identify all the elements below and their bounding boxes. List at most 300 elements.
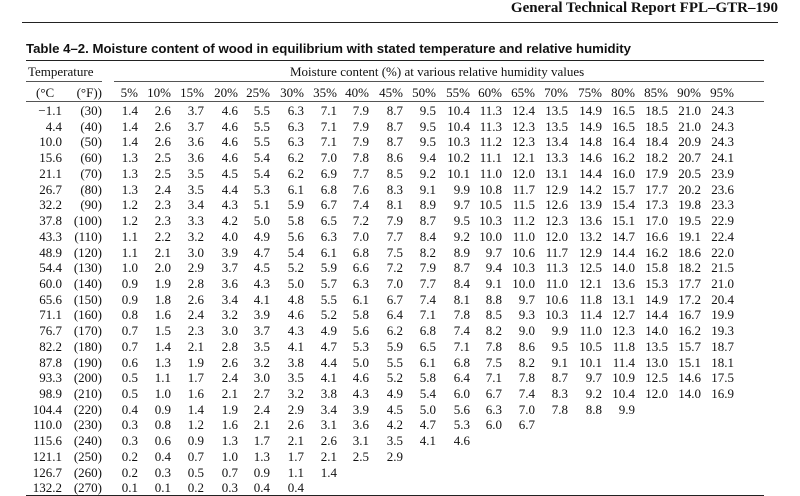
moisture-cell: 5.1 xyxy=(253,197,270,213)
moisture-cell: 16.2 xyxy=(612,150,635,166)
temp-fahrenheit-cell: (30) xyxy=(80,103,102,118)
moisture-cell: 1.4 xyxy=(121,134,138,150)
moisture-cell: 1.9 xyxy=(221,401,238,417)
moisture-cell: 1.1 xyxy=(121,244,138,260)
moisture-cell: 23.6 xyxy=(711,181,734,197)
moisture-cell: 0.7 xyxy=(121,338,138,354)
moisture-cell: 8.7 xyxy=(386,118,403,134)
moisture-cell: 14.6 xyxy=(579,150,602,166)
moisture-cell: 11.4 xyxy=(612,354,635,370)
moisture-cell: 1.2 xyxy=(187,417,204,433)
moisture-cell: 6.2 xyxy=(287,165,304,181)
moisture-cell: 5.4 xyxy=(419,386,436,401)
moisture-cell: 15.7 xyxy=(678,338,701,354)
moisture-cell: 5.0 xyxy=(352,354,369,370)
moisture-cell: 14.9 xyxy=(579,103,602,118)
moisture-cell: 18.5 xyxy=(645,103,668,118)
rh-column-header: 85% xyxy=(644,85,668,100)
moisture-cell: 7.2 xyxy=(352,213,369,228)
temp-celsius-cell: 132.2 xyxy=(32,480,62,496)
moisture-cell: 7.0 xyxy=(386,275,403,291)
moisture-cell: 19.3 xyxy=(711,323,734,339)
moisture-cell: 9.2 xyxy=(585,386,602,401)
moisture-cell: 6.3 xyxy=(287,134,304,150)
moisture-cell: 9.1 xyxy=(551,354,568,370)
moisture-cell: 0.6 xyxy=(154,433,171,449)
moisture-cell: 7.4 xyxy=(352,197,369,213)
rh-column-header: 25% xyxy=(246,85,270,100)
moisture-cell: 0.9 xyxy=(154,401,171,417)
moisture-cell: 21.0 xyxy=(678,118,701,134)
moisture-cell: 4.3 xyxy=(221,197,238,213)
moisture-cell: 9.5 xyxy=(453,213,470,228)
moisture-cell: 4.9 xyxy=(320,323,337,339)
moisture-cell: 6.8 xyxy=(419,323,436,339)
moisture-cell: 9.2 xyxy=(419,165,436,181)
column-header-rule xyxy=(26,101,764,102)
moisture-cell: 5.0 xyxy=(419,401,436,417)
unit-celsius-label: (°C xyxy=(36,85,55,100)
moisture-cell: 3.0 xyxy=(253,370,270,386)
moisture-cell: 7.8 xyxy=(352,150,369,166)
moisture-cell: 7.4 xyxy=(453,323,470,339)
moisture-cell: 6.7 xyxy=(386,291,403,307)
moisture-cell: 0.3 xyxy=(221,480,238,496)
moisture-cell: 3.6 xyxy=(187,150,204,166)
moisture-cell: 1.9 xyxy=(154,275,171,291)
moisture-cell: 1.3 xyxy=(121,150,138,166)
moisture-cell: 9.4 xyxy=(419,150,436,166)
moisture-cell: 2.4 xyxy=(154,181,171,197)
moisture-cell: 13.6 xyxy=(579,213,602,228)
moisture-cell: 3.7 xyxy=(187,103,204,118)
moisture-cell: 10.3 xyxy=(447,134,470,150)
moisture-cell: 7.4 xyxy=(419,291,436,307)
moisture-cell: 4.5 xyxy=(221,165,238,181)
moisture-cell: 8.4 xyxy=(453,275,470,291)
moisture-cell: 10.1 xyxy=(579,354,602,370)
report-header: General Technical Report FPL–GTR–190 xyxy=(510,0,778,16)
moisture-cell: 1.2 xyxy=(121,213,138,228)
temp-celsius-cell: 65.6 xyxy=(39,291,62,307)
moisture-cell: 24.3 xyxy=(711,118,734,134)
table-top-rule xyxy=(26,60,764,61)
temp-celsius-cell: 54.4 xyxy=(39,260,62,276)
moisture-cell: 10.6 xyxy=(512,244,535,260)
temp-fahrenheit-cell: (70) xyxy=(80,165,102,181)
rh-column-header: 20% xyxy=(214,85,238,100)
moisture-cell: 11.3 xyxy=(479,118,502,134)
rh-column-header: 90% xyxy=(677,85,701,100)
moisture-cell: 12.5 xyxy=(579,260,602,276)
moisture-cell: 17.3 xyxy=(645,197,668,213)
moisture-cell: 17.5 xyxy=(711,370,734,386)
moisture-cell: 14.4 xyxy=(612,244,635,260)
moisture-cell: 4.3 xyxy=(253,275,270,291)
moisture-cell: 8.7 xyxy=(419,213,436,228)
moisture-cell: 14.7 xyxy=(612,228,635,244)
moisture-cell: 10.5 xyxy=(479,197,502,213)
temp-fahrenheit-cell: (100) xyxy=(73,213,102,228)
moisture-cell: 24.3 xyxy=(711,134,734,150)
rh-column-header: 40% xyxy=(345,85,369,100)
moisture-cell: 2.1 xyxy=(154,244,171,260)
moisture-cell: 7.2 xyxy=(386,260,403,276)
temp-celsius-cell: 110.0 xyxy=(33,417,62,433)
temp-fahrenheit-cell: (220) xyxy=(73,401,102,417)
moisture-cell: 11.0 xyxy=(479,165,502,181)
moisture-cell: 6.1 xyxy=(352,291,369,307)
moisture-cell: 8.5 xyxy=(386,165,403,181)
moisture-cell: 4.6 xyxy=(352,370,369,386)
moisture-cell: 3.7 xyxy=(221,260,238,276)
moisture-cell: 13.5 xyxy=(545,118,568,134)
moisture-cell: 17.2 xyxy=(678,291,701,307)
moisture-cell: 2.9 xyxy=(187,260,204,276)
moisture-cell: 3.2 xyxy=(253,354,270,370)
moisture-cell: 2.1 xyxy=(187,338,204,354)
moisture-cell: 12.7 xyxy=(612,307,635,323)
rh-column-header: 70% xyxy=(544,85,568,100)
moisture-cell: 10.0 xyxy=(512,275,535,291)
moisture-cell: 15.8 xyxy=(645,260,668,276)
moisture-cell: 2.6 xyxy=(287,417,304,433)
temp-fahrenheit-cell: (50) xyxy=(80,134,102,150)
moisture-cell: 5.5 xyxy=(320,291,337,307)
moisture-cell: 2.6 xyxy=(154,134,171,150)
moisture-cell: 5.3 xyxy=(352,338,369,354)
moisture-cell: 14.0 xyxy=(645,323,668,339)
moisture-cell: 23.9 xyxy=(711,165,734,181)
moisture-cell: 3.0 xyxy=(221,323,238,339)
moisture-cell: 6.0 xyxy=(453,386,470,401)
moisture-cell: 19.9 xyxy=(711,307,734,323)
temp-celsius-cell: 48.9 xyxy=(39,244,62,260)
moisture-cell: 0.5 xyxy=(187,464,204,480)
moisture-cell: 4.0 xyxy=(221,228,238,244)
moisture-cell: 7.7 xyxy=(352,165,369,181)
moisture-cell: 3.4 xyxy=(320,401,337,417)
moisture-cell: 0.9 xyxy=(187,433,204,449)
moisture-cell: 1.8 xyxy=(154,291,171,307)
moisture-cell: 1.4 xyxy=(121,118,138,134)
moisture-cell: 3.2 xyxy=(187,228,204,244)
moisture-cell: 20.2 xyxy=(678,181,701,197)
moisture-cell: 3.0 xyxy=(187,244,204,260)
temp-fahrenheit-cell: (80) xyxy=(80,181,102,197)
moisture-cell: 18.1 xyxy=(711,354,734,370)
moisture-cell: 15.3 xyxy=(645,275,668,291)
moisture-cell: 24.1 xyxy=(711,150,734,166)
temp-celsius-cell: 98.9 xyxy=(39,386,62,401)
moisture-cell: 0.6 xyxy=(121,354,138,370)
moisture-cell: 2.4 xyxy=(187,307,204,323)
moisture-cell: 3.2 xyxy=(221,307,238,323)
temp-fahrenheit-cell: (210) xyxy=(73,386,102,401)
moisture-cell: 13.1 xyxy=(545,165,568,181)
moisture-cell: 12.3 xyxy=(612,323,635,339)
temp-fahrenheit-cell: (150) xyxy=(73,291,102,307)
moisture-cell: 4.9 xyxy=(253,228,270,244)
moisture-cell: 18.6 xyxy=(678,244,701,260)
moisture-cell: 3.8 xyxy=(287,354,304,370)
moisture-cell: 11.3 xyxy=(545,260,568,276)
moisture-cell: 2.3 xyxy=(154,213,171,228)
moisture-cell: 5.4 xyxy=(253,165,270,181)
moisture-cell: 4.2 xyxy=(386,417,403,433)
moisture-cell: 6.3 xyxy=(485,401,502,417)
moisture-cell: 15.1 xyxy=(612,213,635,228)
moisture-cell: 0.4 xyxy=(287,480,304,496)
rh-column-header: 95% xyxy=(710,85,734,100)
moisture-cell: 14.4 xyxy=(579,165,602,181)
moisture-cell: 6.7 xyxy=(320,197,337,213)
moisture-cell: 4.6 xyxy=(221,103,238,118)
temp-fahrenheit-cell: (260) xyxy=(73,464,102,480)
temp-celsius-cell: 15.6 xyxy=(39,150,62,166)
moisture-cell: 2.1 xyxy=(253,417,270,433)
moisture-cell: 11.2 xyxy=(479,134,502,150)
moisture-cell: 8.2 xyxy=(485,323,502,339)
temp-celsius-cell: 10.0 xyxy=(39,134,62,150)
rh-column-header: 30% xyxy=(280,85,304,100)
moisture-cell: 6.3 xyxy=(320,228,337,244)
moisture-cell: 2.6 xyxy=(154,103,171,118)
moisture-cell: 7.9 xyxy=(352,118,369,134)
moisture-cell: 4.3 xyxy=(352,386,369,401)
moisture-cell: 1.7 xyxy=(253,433,270,449)
temp-celsius-cell: 43.3 xyxy=(39,228,62,244)
moisture-cell: 3.6 xyxy=(221,275,238,291)
moisture-cell: 16.2 xyxy=(645,244,668,260)
moisture-cell: 6.7 xyxy=(485,386,502,401)
moisture-cell: 2.5 xyxy=(352,448,369,464)
moisture-cell: 6.5 xyxy=(419,338,436,354)
moisture-cell: 10.1 xyxy=(447,165,470,181)
moisture-cell: 2.8 xyxy=(221,338,238,354)
moisture-cell: 5.6 xyxy=(352,323,369,339)
moisture-cell: 7.8 xyxy=(518,370,535,386)
moisture-cell: 0.8 xyxy=(121,307,138,323)
temp-celsius-cell: 121.1 xyxy=(32,448,62,464)
moisture-cell: 10.9 xyxy=(612,370,635,386)
moisture-cell: 6.4 xyxy=(386,307,403,323)
moisture-cell: 5.9 xyxy=(287,197,304,213)
moisture-cell: 4.1 xyxy=(253,291,270,307)
rh-column-header: 55% xyxy=(446,85,470,100)
moisture-cell: 1.3 xyxy=(154,354,171,370)
moisture-header-rule xyxy=(114,81,764,82)
moisture-cell: 0.2 xyxy=(121,464,138,480)
rh-column-header: 80% xyxy=(611,85,635,100)
rh-column-header: 60% xyxy=(478,85,502,100)
unit-fahrenheit-label: (°F)) xyxy=(76,85,102,100)
moisture-cell: 8.8 xyxy=(485,291,502,307)
moisture-cell: 1.5 xyxy=(154,323,171,339)
moisture-cell: 11.0 xyxy=(579,323,602,339)
moisture-cell: 8.7 xyxy=(386,134,403,150)
moisture-cell: 8.6 xyxy=(386,150,403,166)
moisture-cell: 0.9 xyxy=(253,464,270,480)
moisture-cell: 14.8 xyxy=(579,134,602,150)
moisture-cell: 1.1 xyxy=(154,370,171,386)
moisture-cell: 10.3 xyxy=(545,307,568,323)
moisture-cell: 17.7 xyxy=(645,181,668,197)
moisture-cell: 7.4 xyxy=(518,386,535,401)
moisture-cell: 16.5 xyxy=(612,103,635,118)
moisture-cell: 2.9 xyxy=(287,401,304,417)
moisture-cell: 8.2 xyxy=(518,354,535,370)
moisture-cell: 4.6 xyxy=(287,307,304,323)
moisture-cell: 13.2 xyxy=(579,228,602,244)
moisture-cell: 15.1 xyxy=(678,354,701,370)
moisture-cell: 14.0 xyxy=(678,386,701,401)
moisture-cell: 8.2 xyxy=(419,244,436,260)
moisture-cell: 4.2 xyxy=(221,213,238,228)
moisture-cell: 5.9 xyxy=(386,338,403,354)
moisture-cell: 6.4 xyxy=(453,370,470,386)
moisture-cell: 12.0 xyxy=(512,165,535,181)
moisture-cell: 2.5 xyxy=(154,165,171,181)
moisture-cell: 13.3 xyxy=(545,150,568,166)
temp-fahrenheit-cell: (240) xyxy=(73,433,102,449)
moisture-cell: 0.3 xyxy=(154,464,171,480)
moisture-cell: 2.9 xyxy=(386,448,403,464)
moisture-cell: 0.9 xyxy=(121,275,138,291)
moisture-cell: 4.1 xyxy=(287,338,304,354)
moisture-cell: 9.1 xyxy=(419,181,436,197)
moisture-cell: 2.1 xyxy=(287,433,304,449)
moisture-cell: 5.8 xyxy=(419,370,436,386)
moisture-cell: 11.8 xyxy=(612,338,635,354)
temp-celsius-cell: 87.8 xyxy=(39,354,62,370)
moisture-cell: 16.0 xyxy=(612,165,635,181)
moisture-cell: 0.5 xyxy=(121,386,138,401)
moisture-cell: 2.7 xyxy=(253,386,270,401)
moisture-cell: 18.4 xyxy=(645,134,668,150)
moisture-cell: 1.4 xyxy=(320,464,337,480)
moisture-cell: 3.1 xyxy=(352,433,369,449)
moisture-cell: 3.5 xyxy=(253,338,270,354)
moisture-cell: 13.5 xyxy=(545,103,568,118)
moisture-cell: 7.1 xyxy=(320,118,337,134)
moisture-cell: 1.1 xyxy=(121,228,138,244)
temp-fahrenheit-cell: (110) xyxy=(74,228,102,244)
moisture-cell: 12.1 xyxy=(579,275,602,291)
moisture-cell: 6.8 xyxy=(320,181,337,197)
moisture-cell: 4.5 xyxy=(253,260,270,276)
moisture-cell: 11.0 xyxy=(545,275,568,291)
moisture-cell: 10.0 xyxy=(479,228,502,244)
moisture-cell: 5.0 xyxy=(253,213,270,228)
moisture-cell: 5.6 xyxy=(453,401,470,417)
moisture-cell: 1.2 xyxy=(121,197,138,213)
moisture-cell: 14.0 xyxy=(612,260,635,276)
moisture-cell: 16.7 xyxy=(678,307,701,323)
moisture-cell: 5.8 xyxy=(287,213,304,228)
moisture-cell: 22.4 xyxy=(711,228,734,244)
moisture-cell: 8.7 xyxy=(453,260,470,276)
moisture-cell: 0.3 xyxy=(121,433,138,449)
moisture-cell: 17.0 xyxy=(645,213,668,228)
moisture-cell: 2.2 xyxy=(154,228,171,244)
moisture-cell: 12.4 xyxy=(512,103,535,118)
moisture-cell: 13.0 xyxy=(645,354,668,370)
moisture-cell: 0.9 xyxy=(121,291,138,307)
moisture-cell: 9.9 xyxy=(551,323,568,339)
moisture-cell: 4.1 xyxy=(419,433,436,449)
temp-fahrenheit-cell: (130) xyxy=(73,260,102,276)
moisture-cell: 9.0 xyxy=(518,323,535,339)
moisture-cell: 5.2 xyxy=(287,260,304,276)
moisture-cell: 10.3 xyxy=(479,213,502,228)
moisture-cell: 10.8 xyxy=(479,181,502,197)
moisture-cell: 6.9 xyxy=(320,165,337,181)
moisture-cell: 4.7 xyxy=(253,244,270,260)
moisture-cell: 8.8 xyxy=(585,401,602,417)
moisture-cell: 1.0 xyxy=(121,260,138,276)
moisture-cell: 11.7 xyxy=(545,244,568,260)
moisture-cell: 12.3 xyxy=(512,134,535,150)
moisture-cell: 6.7 xyxy=(518,417,535,433)
moisture-cell: 2.0 xyxy=(154,260,171,276)
moisture-cell: 2.3 xyxy=(187,323,204,339)
moisture-cell: 19.1 xyxy=(678,228,701,244)
moisture-cell: 5.7 xyxy=(320,275,337,291)
moisture-cell: 7.6 xyxy=(352,181,369,197)
moisture-cell: 2.5 xyxy=(154,150,171,166)
moisture-cell: 3.5 xyxy=(386,433,403,449)
moisture-cell: 1.4 xyxy=(154,338,171,354)
moisture-cell: 3.9 xyxy=(352,401,369,417)
moisture-cell: 3.9 xyxy=(253,307,270,323)
moisture-cell: 6.8 xyxy=(453,354,470,370)
temp-fahrenheit-cell: (40) xyxy=(80,118,102,134)
moisture-cell: 9.2 xyxy=(453,228,470,244)
moisture-cell: 0.7 xyxy=(121,323,138,339)
moisture-content-header: Moisture content (%) at various relative humidity values xyxy=(290,64,585,79)
moisture-cell: 7.1 xyxy=(320,103,337,118)
moisture-cell: 12.0 xyxy=(645,386,668,401)
moisture-cell: 1.4 xyxy=(187,401,204,417)
moisture-cell: 7.8 xyxy=(551,401,568,417)
moisture-cell: 20.7 xyxy=(678,150,701,166)
moisture-cell: 7.1 xyxy=(320,134,337,150)
table-title: Table 4–2. Moisture content of wood in equilibrium with stated temperature and relative humidity xyxy=(26,41,632,56)
moisture-cell: 5.5 xyxy=(253,103,270,118)
moisture-cell: 7.9 xyxy=(419,260,436,276)
moisture-cell: 12.1 xyxy=(512,150,535,166)
moisture-cell: 5.3 xyxy=(253,181,270,197)
moisture-cell: 2.6 xyxy=(320,433,337,449)
temp-celsius-cell: 37.8 xyxy=(39,213,62,228)
temp-celsius-cell: 60.0 xyxy=(39,275,62,291)
moisture-cell: 19.8 xyxy=(678,197,701,213)
moisture-cell: 1.7 xyxy=(287,448,304,464)
moisture-cell: 13.4 xyxy=(545,134,568,150)
temp-fahrenheit-cell: (230) xyxy=(73,417,102,433)
temp-fahrenheit-cell: (60) xyxy=(80,150,102,166)
moisture-cell: 9.7 xyxy=(485,244,502,260)
moisture-cell: 4.8 xyxy=(287,291,304,307)
rh-column-header: 75% xyxy=(578,85,602,100)
moisture-cell: 18.7 xyxy=(711,338,734,354)
temp-fahrenheit-cell: (120) xyxy=(73,244,102,260)
moisture-cell: 10.4 xyxy=(447,118,470,134)
moisture-cell: 7.5 xyxy=(386,244,403,260)
temp-fahrenheit-cell: (170) xyxy=(73,323,102,339)
moisture-cell: 6.8 xyxy=(352,244,369,260)
